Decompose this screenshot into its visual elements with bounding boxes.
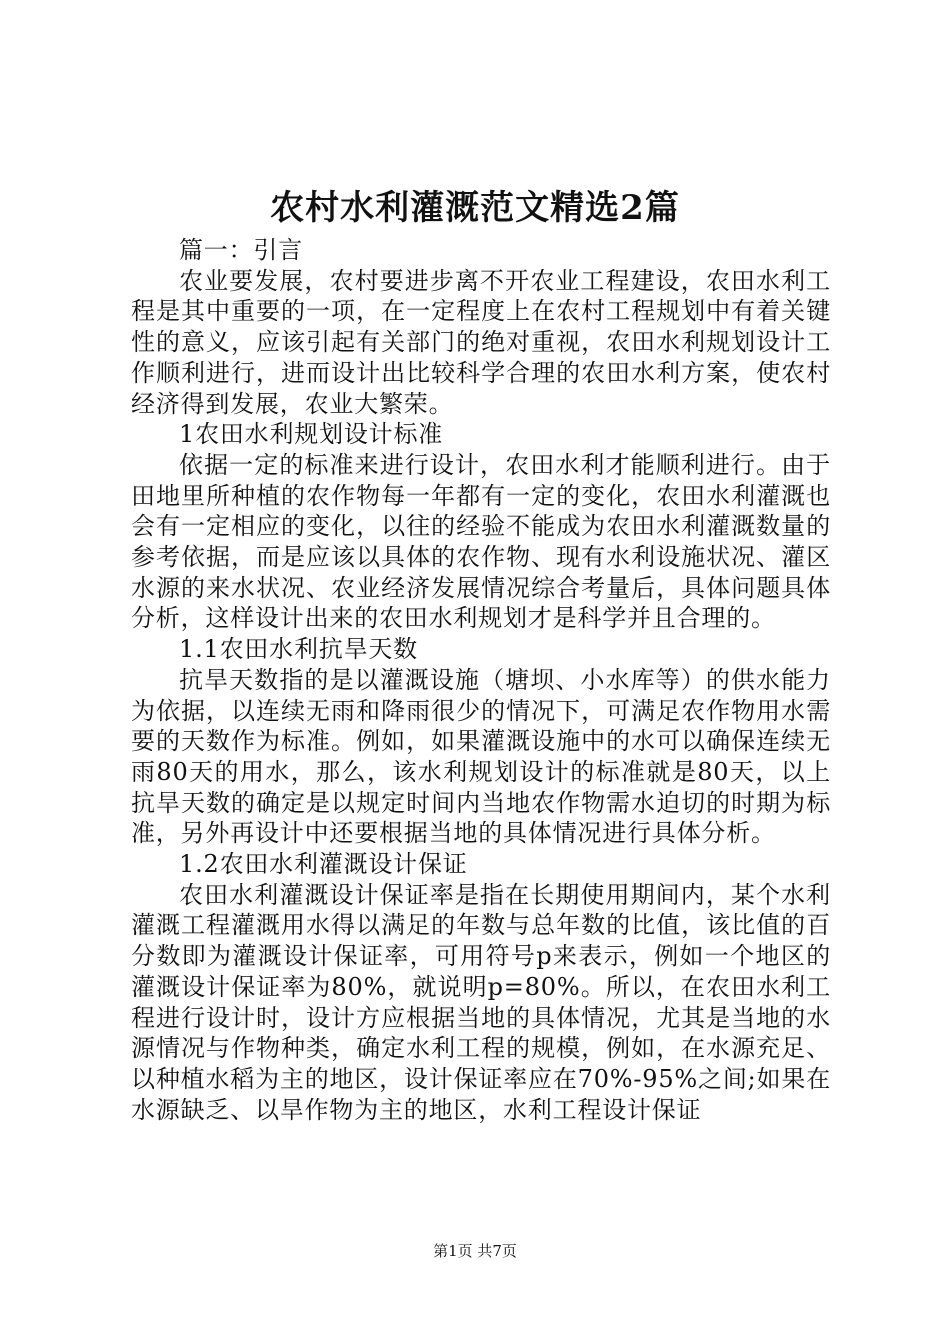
paragraph: 农业要发展，农村要进步离不开农业工程建设，农田水利工程是其中重要的一项，在一定程度上在农村工程规划中有着关键性的意义，应该引起有关部门的绝对重视，农田水利规划设计工作顺利进行，进而设计出比较科学合理的农田水利方案，使农村经济得到发展，农业大繁荣。	[131, 266, 831, 418]
section-heading: 1.2农田水利灌溉设计保证	[179, 850, 468, 879]
document-body	[131, 235, 831, 1125]
section-heading: 1农田水利规划设计标准	[179, 420, 444, 449]
paragraph: 依据一定的标准来进行设计，农田水利才能顺利进行。由于田地里所种植的农作物每一年都有一定的变化，农田水利灌溉也会有一定相应的变化，以往的经验不能成为农田水利灌溉数量的参考依据，而是应该以具体的农作物、现有水利设施状况、灌区水源的来水状况、农业经济发展情况综合考量后，具体问题具体分析，这样设计出来的农田水利规划才是科学并且合理的。	[131, 450, 831, 633]
page-number-footer: 第1页 共7页	[433, 1242, 517, 1260]
paragraph: 抗旱天数指的是以灌溉设施（塘坝、小水库等）的供水能力为依据，以连续无雨和降雨很少的情况下，可满足农作物用水需要的天数作为标准。例如，如果灌溉设施中的水可以确保连续无雨80天的用水，那么，该水利规划设计的标准就是80天，以上抗旱天数的确定是以规定时间内当地农作物需水迫切的时期为标准，另外再设计中还要根据当地的具体情况进行具体分析。	[131, 665, 831, 848]
section-heading: 1.1农田水利抗旱天数	[179, 635, 418, 664]
paragraph: 农田水利灌溉设计保证率是指在长期使用期间内，某个水利灌溉工程灌溉用水得以满足的年数与总年数的比值，该比值的百分数即为灌溉设计保证率，可用符号p来表示，例如一个地区的灌溉设计保证率为80%，就说明p=80%。所以，在农田水利工程进行设计时，设计方应根据当地的具体情况，尤其是当地的水源情况与作物种类，确定水利工程的规模，例如，在水源充足、以种植水稻为主的地区，设计保证率应在70%-95%之间;如果在水源缺乏、以旱作物为主的地区，水利工程设计保证	[131, 880, 831, 1124]
document-title: 农村水利灌溉范文精选2篇	[270, 188, 680, 228]
section-heading: 篇一：引言	[179, 236, 303, 264]
